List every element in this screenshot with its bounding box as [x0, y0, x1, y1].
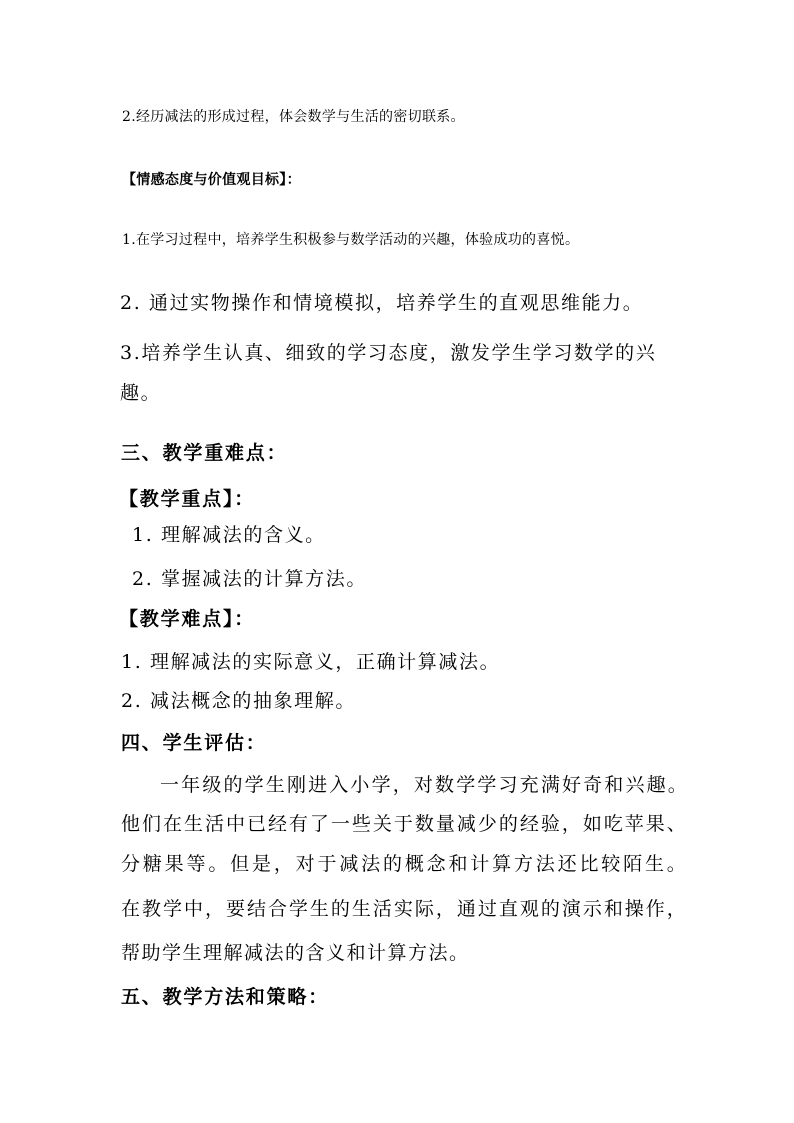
assessment-paragraph-line-3: 分糖果等。但是，对于减法的概念和计算方法还比较陌生。 [121, 853, 687, 875]
section-heading-student-assessment: 四、学生评估： [121, 732, 267, 754]
emotion-goal-line-3-continued: 趣。 [120, 382, 162, 404]
assessment-paragraph-line-1: 一年级的学生刚进入小学，对数学学习充满好奇和兴趣。 [160, 774, 688, 796]
subheading-difficult-points: 【教学难点】： [119, 608, 256, 630]
key-point-2: 2. 掌握减法的计算方法。 [132, 568, 367, 590]
section-heading-teaching-methods: 五、教学方法和策略： [121, 986, 330, 1008]
difficult-point-2: 2. 减法概念的抽象理解。 [121, 690, 356, 712]
section-heading-emotion-goals: 【情感态度与价值观目标】： [122, 172, 301, 188]
subheading-key-points: 【教学重点】： [119, 488, 256, 510]
difficult-point-1: 1. 理解减法的实际意义，正确计算减法。 [121, 651, 501, 673]
objective-line-2: 2.经历减法的形成过程，体会数学与生活的密切联系。 [122, 109, 465, 125]
assessment-paragraph-line-2: 他们在生活中已经有了一些关于数量减少的经验，如吃苹果、 [121, 813, 687, 835]
section-heading-key-difficult-points: 三、教学重难点： [121, 442, 288, 464]
assessment-paragraph-line-4: 在教学中，要结合学生的生活实际，通过直观的演示和操作， [121, 898, 687, 920]
assessment-paragraph-line-5: 帮助学生理解减法的含义和计算方法。 [121, 942, 470, 964]
key-point-1: 1. 理解减法的含义。 [132, 524, 326, 546]
emotion-goal-line-1: 1.在学习过程中，培养学生积极参与数学活动的兴趣，体验成功的喜悦。 [122, 232, 580, 248]
emotion-goal-line-3: 3.培养学生认真、细致的学习态度，激发学生学习数学的兴 [120, 342, 657, 364]
emotion-goal-line-2: 2. 通过实物操作和情境模拟，培养学生的直观思维能力。 [120, 292, 644, 314]
